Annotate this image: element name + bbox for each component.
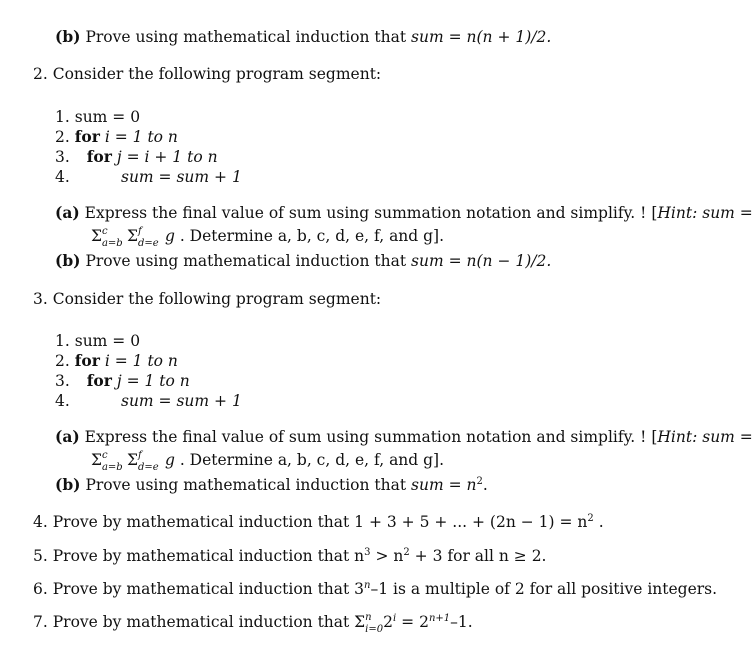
question-text: Prove by mathematical induction that 1 + 3 + 5 + ... + (2n − 1) = n xyxy=(52,513,588,531)
question-7 xyxy=(33,612,473,635)
code-line-1 xyxy=(55,107,140,127)
question-text: Prove by mathematical induction that Σ xyxy=(52,613,366,631)
sum-limits-inner: f d=e xyxy=(137,450,159,473)
question-6 xyxy=(33,579,717,599)
sum-limits-inner: f d=e xyxy=(137,226,159,249)
exponent: 3 xyxy=(364,546,371,558)
code-line-2 xyxy=(55,127,178,147)
hint-bracket: [ xyxy=(651,204,658,222)
part-label: (a) xyxy=(55,427,80,446)
sum-body: g xyxy=(164,451,175,469)
hint-text: . Determine a, b, c, d, e, f, and g]. xyxy=(179,227,445,245)
part-text: Express the final value of sum using summation notation and simplify. ! xyxy=(84,204,647,222)
q2-part-a xyxy=(55,203,753,223)
code-keyword: for xyxy=(86,371,112,390)
exponent: 2 xyxy=(476,475,483,487)
exponent: 2 xyxy=(587,512,594,524)
question-5 xyxy=(33,546,546,566)
part-math: sum = n(n − 1)/2. xyxy=(411,252,552,270)
q2-hint-summation xyxy=(91,226,445,249)
part-math: sum = n(n + 1)/2. xyxy=(411,28,552,46)
code-line-text: i = 1 to n xyxy=(104,128,178,146)
sum-limits-outer: c a=b xyxy=(101,450,123,473)
q3-hint-summation xyxy=(91,450,445,473)
exponent: i xyxy=(393,612,397,624)
question-number: 6. xyxy=(33,580,48,598)
exponent: n+1 xyxy=(428,612,451,624)
hint-text: . Determine a, b, c, d, e, f, and g]. xyxy=(179,451,445,469)
code-line-text: sum = sum + 1 xyxy=(121,392,242,410)
code-line-number: 2. xyxy=(55,352,70,370)
code-keyword: for xyxy=(74,127,100,146)
question-text: –1. xyxy=(450,613,473,631)
code-line-text: sum = sum + 1 xyxy=(121,168,242,186)
question-text: 2 xyxy=(383,613,394,631)
part-text: Prove using mathematical induction that xyxy=(85,28,407,46)
question-3-intro xyxy=(33,289,381,309)
question-text: + 3 for all n ≥ 2. xyxy=(409,547,547,565)
part-label: (b) xyxy=(55,251,81,270)
question-text: Prove by mathematical induction that 3 xyxy=(52,580,365,598)
question-text: > n xyxy=(370,547,404,565)
code-line-3 xyxy=(55,371,190,391)
code-line-number: 1. xyxy=(55,108,70,126)
question-number: 3. xyxy=(33,290,48,308)
code-line-number: 2. xyxy=(55,128,70,146)
code-line-number: 4. xyxy=(55,168,70,186)
code-line-text: sum = 0 xyxy=(74,108,141,126)
code-keyword: for xyxy=(74,351,100,370)
hint-label: Hint: xyxy=(657,428,698,446)
code-line-1 xyxy=(55,331,140,351)
part-1b xyxy=(55,27,551,47)
code-line-number: 3. xyxy=(55,148,70,166)
question-number: 7. xyxy=(33,613,48,631)
question-text: = 2 xyxy=(396,613,429,631)
q2-part-b xyxy=(55,251,551,271)
part-text: Prove using mathematical induction that xyxy=(85,252,407,270)
code-line-number: 1. xyxy=(55,332,70,350)
sum-body: g xyxy=(164,227,175,245)
code-line-text: sum = 0 xyxy=(74,332,141,350)
question-2-intro xyxy=(33,64,381,84)
code-line-text: i = 1 to n xyxy=(104,352,178,370)
hint-equation: sum = xyxy=(702,204,753,222)
punctuation: . xyxy=(593,513,604,531)
question-text: –1 is a multiple of 2 for all positive integers. xyxy=(370,580,718,598)
exponent: n xyxy=(364,579,371,591)
question-4 xyxy=(33,512,604,532)
q3-part-a xyxy=(55,427,753,447)
code-line-4 xyxy=(55,167,70,187)
part-math: sum = n xyxy=(411,476,477,494)
q3-part-b xyxy=(55,475,488,495)
question-number: 2. xyxy=(33,65,48,83)
sum-limits-outer: c a=b xyxy=(101,226,123,249)
part-label: (b) xyxy=(55,475,81,494)
code-line-number: 4. xyxy=(55,392,70,410)
sigma-symbol: Σ xyxy=(126,227,138,245)
question-number: 4. xyxy=(33,513,48,531)
code-line-4 xyxy=(55,391,70,411)
code-line-3 xyxy=(55,147,218,167)
part-text: Express the final value of sum using summation notation and simplify. ! xyxy=(84,428,647,446)
sigma-symbol: Σ xyxy=(91,451,102,469)
part-label: (a) xyxy=(55,203,80,222)
hint-equation: sum = xyxy=(702,428,753,446)
hint-label: Hint: xyxy=(657,204,698,222)
exponent: 2 xyxy=(403,546,410,558)
part-label: (b) xyxy=(55,27,81,46)
question-text: Consider the following program segment: xyxy=(52,290,382,308)
code-keyword: for xyxy=(86,147,112,166)
question-number: 5. xyxy=(33,547,48,565)
code-line-text: j = 1 to n xyxy=(116,372,190,390)
question-text: Consider the following program segment: xyxy=(52,65,382,83)
code-line-2 xyxy=(55,351,178,371)
question-text: Prove by mathematical induction that n xyxy=(52,547,365,565)
sum-limits: n i=0 xyxy=(365,612,384,635)
code-line-text: j = i + 1 to n xyxy=(116,148,218,166)
sigma-symbol: Σ xyxy=(126,451,138,469)
sigma-symbol: Σ xyxy=(91,227,102,245)
punctuation: . xyxy=(482,476,488,494)
code-line-number: 3. xyxy=(55,372,70,390)
part-text: Prove using mathematical induction that xyxy=(85,476,407,494)
hint-bracket: [ xyxy=(651,428,658,446)
